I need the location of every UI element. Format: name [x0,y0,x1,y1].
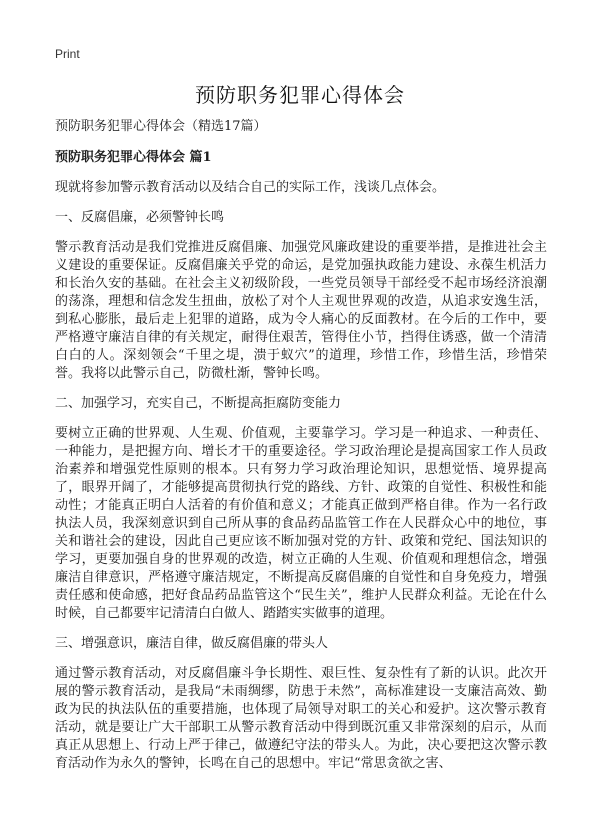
document-subtitle: 预防职务犯罪心得体会（精选17篇） [55,119,267,134]
page-title: 预防职务犯罪心得体会 [195,83,405,107]
document-body [55,118,547,785]
section-heading-1: 一、反腐倡廉，必须警钟长鸣 [55,210,225,225]
section-body-3: 通过警示教育活动，对反腐倡廉斗争长期性、艰巨性、复杂性有了新的认识。此次开展的警示教育活动，是我局“未雨绸缪，防患于未然”，高标准建设一支廉洁高效、勤政为民的执法队伍的重要措施，也体现了局领导对职工的关心和爱护。这次警示教育活动，就是要让广大干部职工从警示教育活动中得到既沉重又非常深刻的启示，从而真正从思想上、行动上严于律己，做遵纪守法的带头人。为此，决心要把这次警示教育活动作为永久的警钟，长鸣在自己的思想中。牢记“常思贪欲之害、 [55,666,547,771]
article-heading: 预防职务犯罪心得体会 篇1 [55,150,212,165]
intro-paragraph: 现就将参加警示教育活动以及结合自己的实际工作，浅谈几点体会。 [55,180,446,195]
section-heading-2: 二、加强学习，充实自己，不断提高拒腐防变能力 [55,396,342,411]
section-heading-3: 三、增强意识，廉洁自律，做反腐倡廉的带头人 [55,636,329,651]
print-link[interactable]: Print [55,47,80,61]
section-body-2: 要树立正确的世界观、人生观、价值观，主要靠学习。学习是一种追求、一种责任、一种能力，是把握方向、增长才干的重要途径。学习政治理论是提高国家工作人员政治素养和增强党性原则的根本。只有努力学习政治理论知识，思想觉悟、境界提高了，眼界开阔了，才能够提高贯彻执行党的路线、方针、政策的自觉性、积极性和能动性；才能真正明白人活着的有价值和意义；才能真正做到严格自律。作为一名行政执法人员，我深刻意识到自己所从事的食品药品监管工作在人民群众心中的地位，事关和谐社会的建设，因此自己更应该不断加强对党的方针、政策和党纪、国法知识的学习，更要加强自身的世界观的改造，树立正确的人生观、价值观和理想信念，增强廉洁自律意识，严格遵守廉洁规定，不断提高反腐倡廉的自觉性和自身免疫力，增强责任感和使命感，把好食品药品监管这个“民生关”，维护人民群众利益。无论在什么时候，自己都要牢记清清白白做人、踏踏实实做事的道理。 [55,426,547,621]
section-body-1: 警示教育活动是我们党推进反腐倡廉、加强党风廉政建设的重要举措，是推进社会主义建设的重要保证。反腐倡廉关乎党的命运，是党加强执政能力建设、永葆生机活力和长治久安的基础。在社会主义初级阶段，一些党员领导干部经受不起市场经济浪潮的荡涤，理想和信念发生扭曲，放松了对个人主观世界观的改造，从追求安逸生活，到私心膨胀，最后走上犯罪的道路，成为令人痛心的反面教材。在今后的工作中，要严格遵守廉洁自律的有关规定，耐得住艰苦，管得住小节，挡得住诱惑，做一个清清白白的人。深刻领会“千里之堤，溃于蚁穴”的道理，珍惜工作，珍惜生活，珍惜荣誉。我将以此警示自己，防微杜渐，警钟长鸣。 [55,240,547,381]
